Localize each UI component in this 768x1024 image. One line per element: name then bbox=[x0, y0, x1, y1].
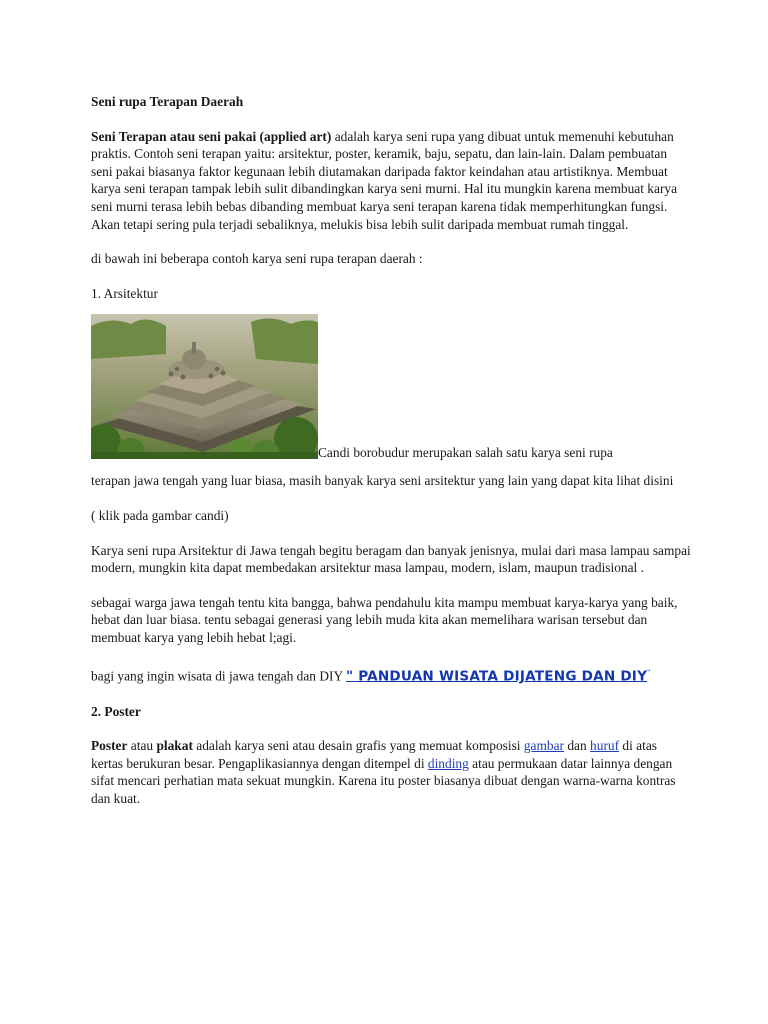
page-title: Seni rupa Terapan Daerah bbox=[91, 94, 244, 109]
document-page bbox=[91, 93, 691, 825]
tourism-text: bagi yang ingin wisata di jawa tengah dan DIY bbox=[91, 667, 346, 683]
tourism-guide-link[interactable]: " PANDUAN WISATA DIJATENG DAN DIY bbox=[345, 667, 648, 684]
image-caption-continued: terapan jawa tengah yang luar biasa, masih banyak karya seni arsitektur yang lain yang dapat kita lihat disini bbox=[91, 473, 674, 489]
term-plakat: plakat bbox=[156, 738, 193, 754]
tourism-paragraph bbox=[91, 664, 691, 686]
pride-paragraph: sebagai warga jawa tengah tentu kita bangga, bahwa pendahulu kita mampu membuat karya-karya yang baik, hebat dan luar biasa. tentu sebagai generasi yang lebih muda kita akan memelihara warisan tersebut dan membuat karya yang lebih hebat l;agi. bbox=[91, 594, 678, 645]
section1-heading: 1. Arsitektur bbox=[91, 285, 158, 301]
tourism-link-quote: " bbox=[647, 667, 651, 677]
intro-paragraph bbox=[91, 128, 691, 234]
poster-text-4: di atas kertas berukuran besar. Pengaplikasiannya dengan ditempel di bbox=[91, 738, 657, 771]
poster-text-2: adalah karya seni atau desain grafis yang memuat komposisi bbox=[192, 738, 524, 754]
link-huruf[interactable]: huruf bbox=[590, 738, 620, 754]
image-caption-first-line: Candi borobudur merupakan salah satu karya seni rupa bbox=[318, 445, 613, 461]
examples-intro: di bawah ini beberapa contoh karya seni rupa terapan daerah : bbox=[91, 251, 423, 267]
link-gambar[interactable]: gambar bbox=[523, 738, 565, 754]
poster-text-3: dan bbox=[564, 738, 591, 754]
architecture-paragraph: Karya seni rupa Arsitektur di Jawa tengah begitu beragam dan banyak jenisnya, mulai dari masa lampau sampai modern, mungkin kita dapat membedakan arsitektur masa lampau, modern, islam, maupun tradisional . bbox=[91, 542, 691, 576]
borobudur-figure bbox=[91, 314, 691, 461]
link-dinding[interactable]: dinding bbox=[427, 755, 469, 771]
section2-heading: 2. Poster bbox=[91, 703, 141, 719]
poster-text-1: atau bbox=[127, 738, 157, 754]
candi-borobudur-image[interactable] bbox=[91, 314, 318, 459]
intro-bold-term: Seni Terapan atau seni pakai (applied art) bbox=[91, 128, 332, 144]
poster-text-5: atau permukaan datar lainnya dengan sifat mencari perhatian mata sekuat mungkin. Karena itu poster biasanya dibuat dengan warna-warna kontras dan kuat. bbox=[91, 755, 676, 806]
click-note: ( klik pada gambar candi) bbox=[91, 507, 229, 523]
poster-paragraph bbox=[91, 737, 691, 807]
intro-text: adalah karya seni rupa yang dibuat untuk memenuhi kebutuhan praktis. Contoh seni terapan yaitu: arsitektur, poster, keramik, baju, sepatu, dan lain-lain. Dalam pembuatan seni pakai biasanya faktor kegunaan lebih diutamakan daripada faktor keindahan atau artistiknya. Membuat karya seni terapan tampak lebih sulit dibandingkan karya seni murni. Hal itu mungkin karena membuat karya seni murni terasa lebih bebas dibanding membuat karya seni terapan karena tidak memperhitungkan fungsi. Akan tetapi sering pula terjadi sebaliknya, melukis bisa lebih sulit daripada membuat rumah tinggal. bbox=[91, 128, 678, 232]
term-poster: Poster bbox=[91, 738, 128, 754]
